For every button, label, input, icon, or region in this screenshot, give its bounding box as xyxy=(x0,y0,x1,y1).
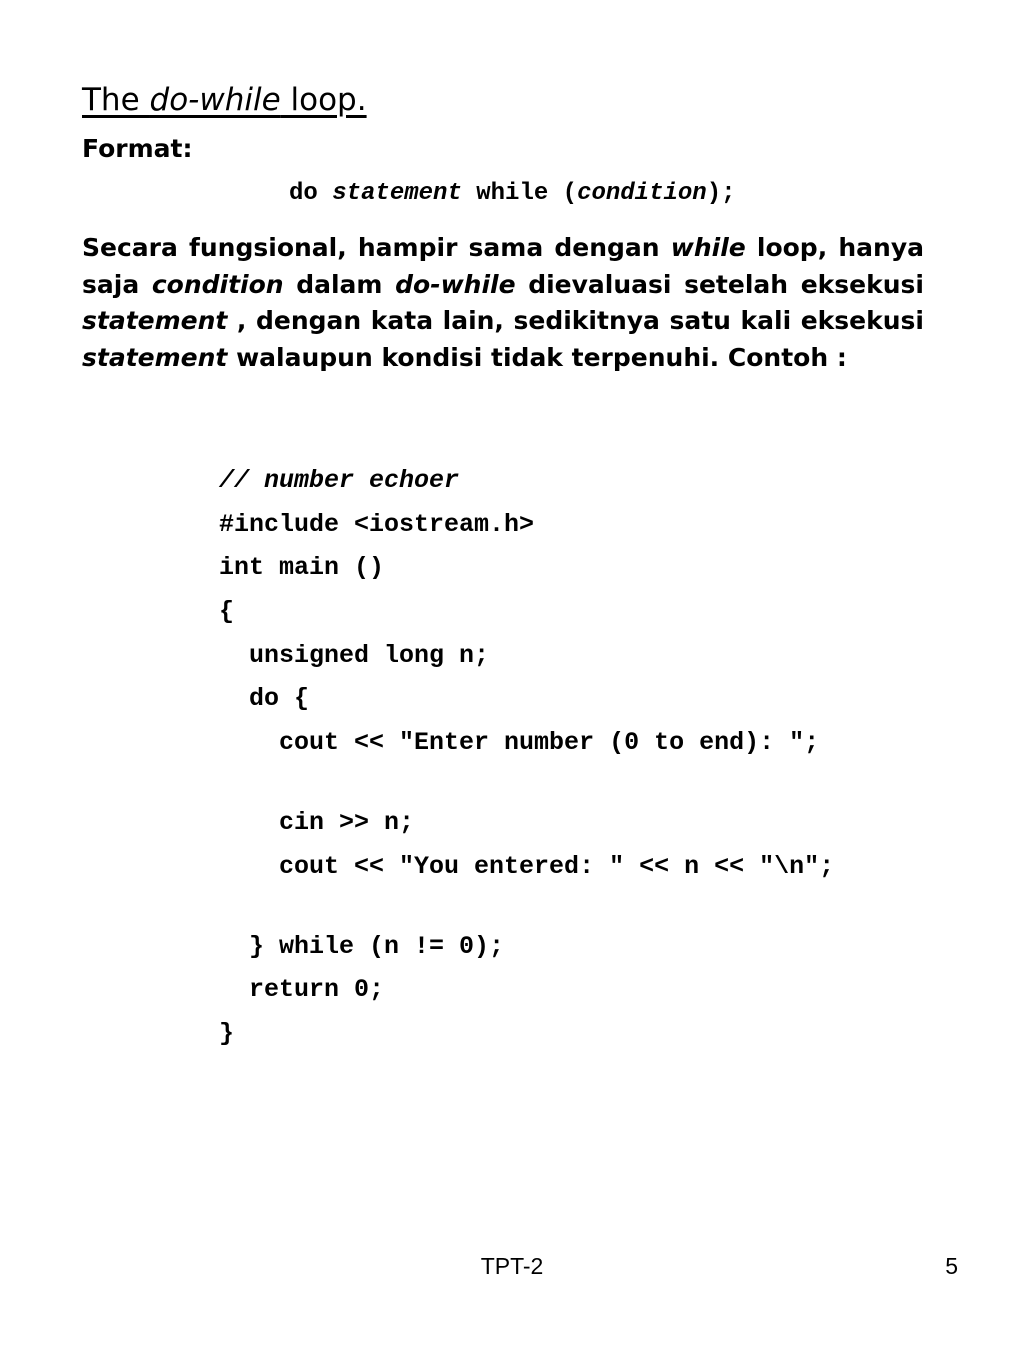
page-number: 5 xyxy=(945,1253,958,1279)
para-emphasis: statement xyxy=(82,306,228,335)
title-suffix: loop. xyxy=(280,82,367,118)
para-text: dievaluasi setelah eksekusi xyxy=(515,269,924,299)
code-line: cout << "Enter number (0 to end): "; xyxy=(219,728,820,757)
title-emphasis: do-while xyxy=(149,82,281,118)
code-line: unsigned long n; xyxy=(219,641,490,670)
code-line: { xyxy=(219,597,235,626)
para-text: dalam xyxy=(283,269,396,299)
code-line: cout << "You entered: " << n << "\n"; xyxy=(219,852,835,881)
para-text: , dengan kata lain, sedikitnya satu kali eksekusi xyxy=(227,306,924,335)
format-statement: statement xyxy=(332,180,462,207)
format-condition: condition xyxy=(577,180,707,207)
code-line: int main () xyxy=(219,553,385,582)
para-emphasis: do-while xyxy=(395,269,516,299)
format-syntax xyxy=(289,180,736,207)
para-text: Secara fungsional, hampir sama dengan xyxy=(82,233,671,262)
title-prefix: The xyxy=(82,82,150,118)
code-line: return 0; xyxy=(219,975,385,1004)
code-line: } while (n != 0); xyxy=(219,932,505,961)
para-emphasis: condition xyxy=(151,269,284,299)
para-text: loop, hanya saja xyxy=(82,233,924,299)
format-end: ); xyxy=(706,180,736,207)
format-label: Format: xyxy=(82,134,193,163)
code-line: } xyxy=(219,1019,235,1048)
para-emphasis: while xyxy=(670,233,746,262)
format-kw-do: do xyxy=(289,180,333,207)
code-line: do { xyxy=(219,684,310,713)
footer-label: TPT-2 xyxy=(480,1253,544,1279)
format-kw-while: while ( xyxy=(461,180,578,207)
code-line: #include <iostream.h> xyxy=(219,510,535,539)
code-comment xyxy=(219,463,909,499)
slide-title xyxy=(82,82,367,118)
code-line: cin >> n; xyxy=(219,808,415,837)
para-text: walaupun kondisi tidak terpenuhi. Contoh : xyxy=(227,342,847,372)
code-comment-text: // number echoer xyxy=(219,466,460,495)
description-paragraph xyxy=(82,230,924,376)
para-emphasis: statement xyxy=(82,342,228,372)
